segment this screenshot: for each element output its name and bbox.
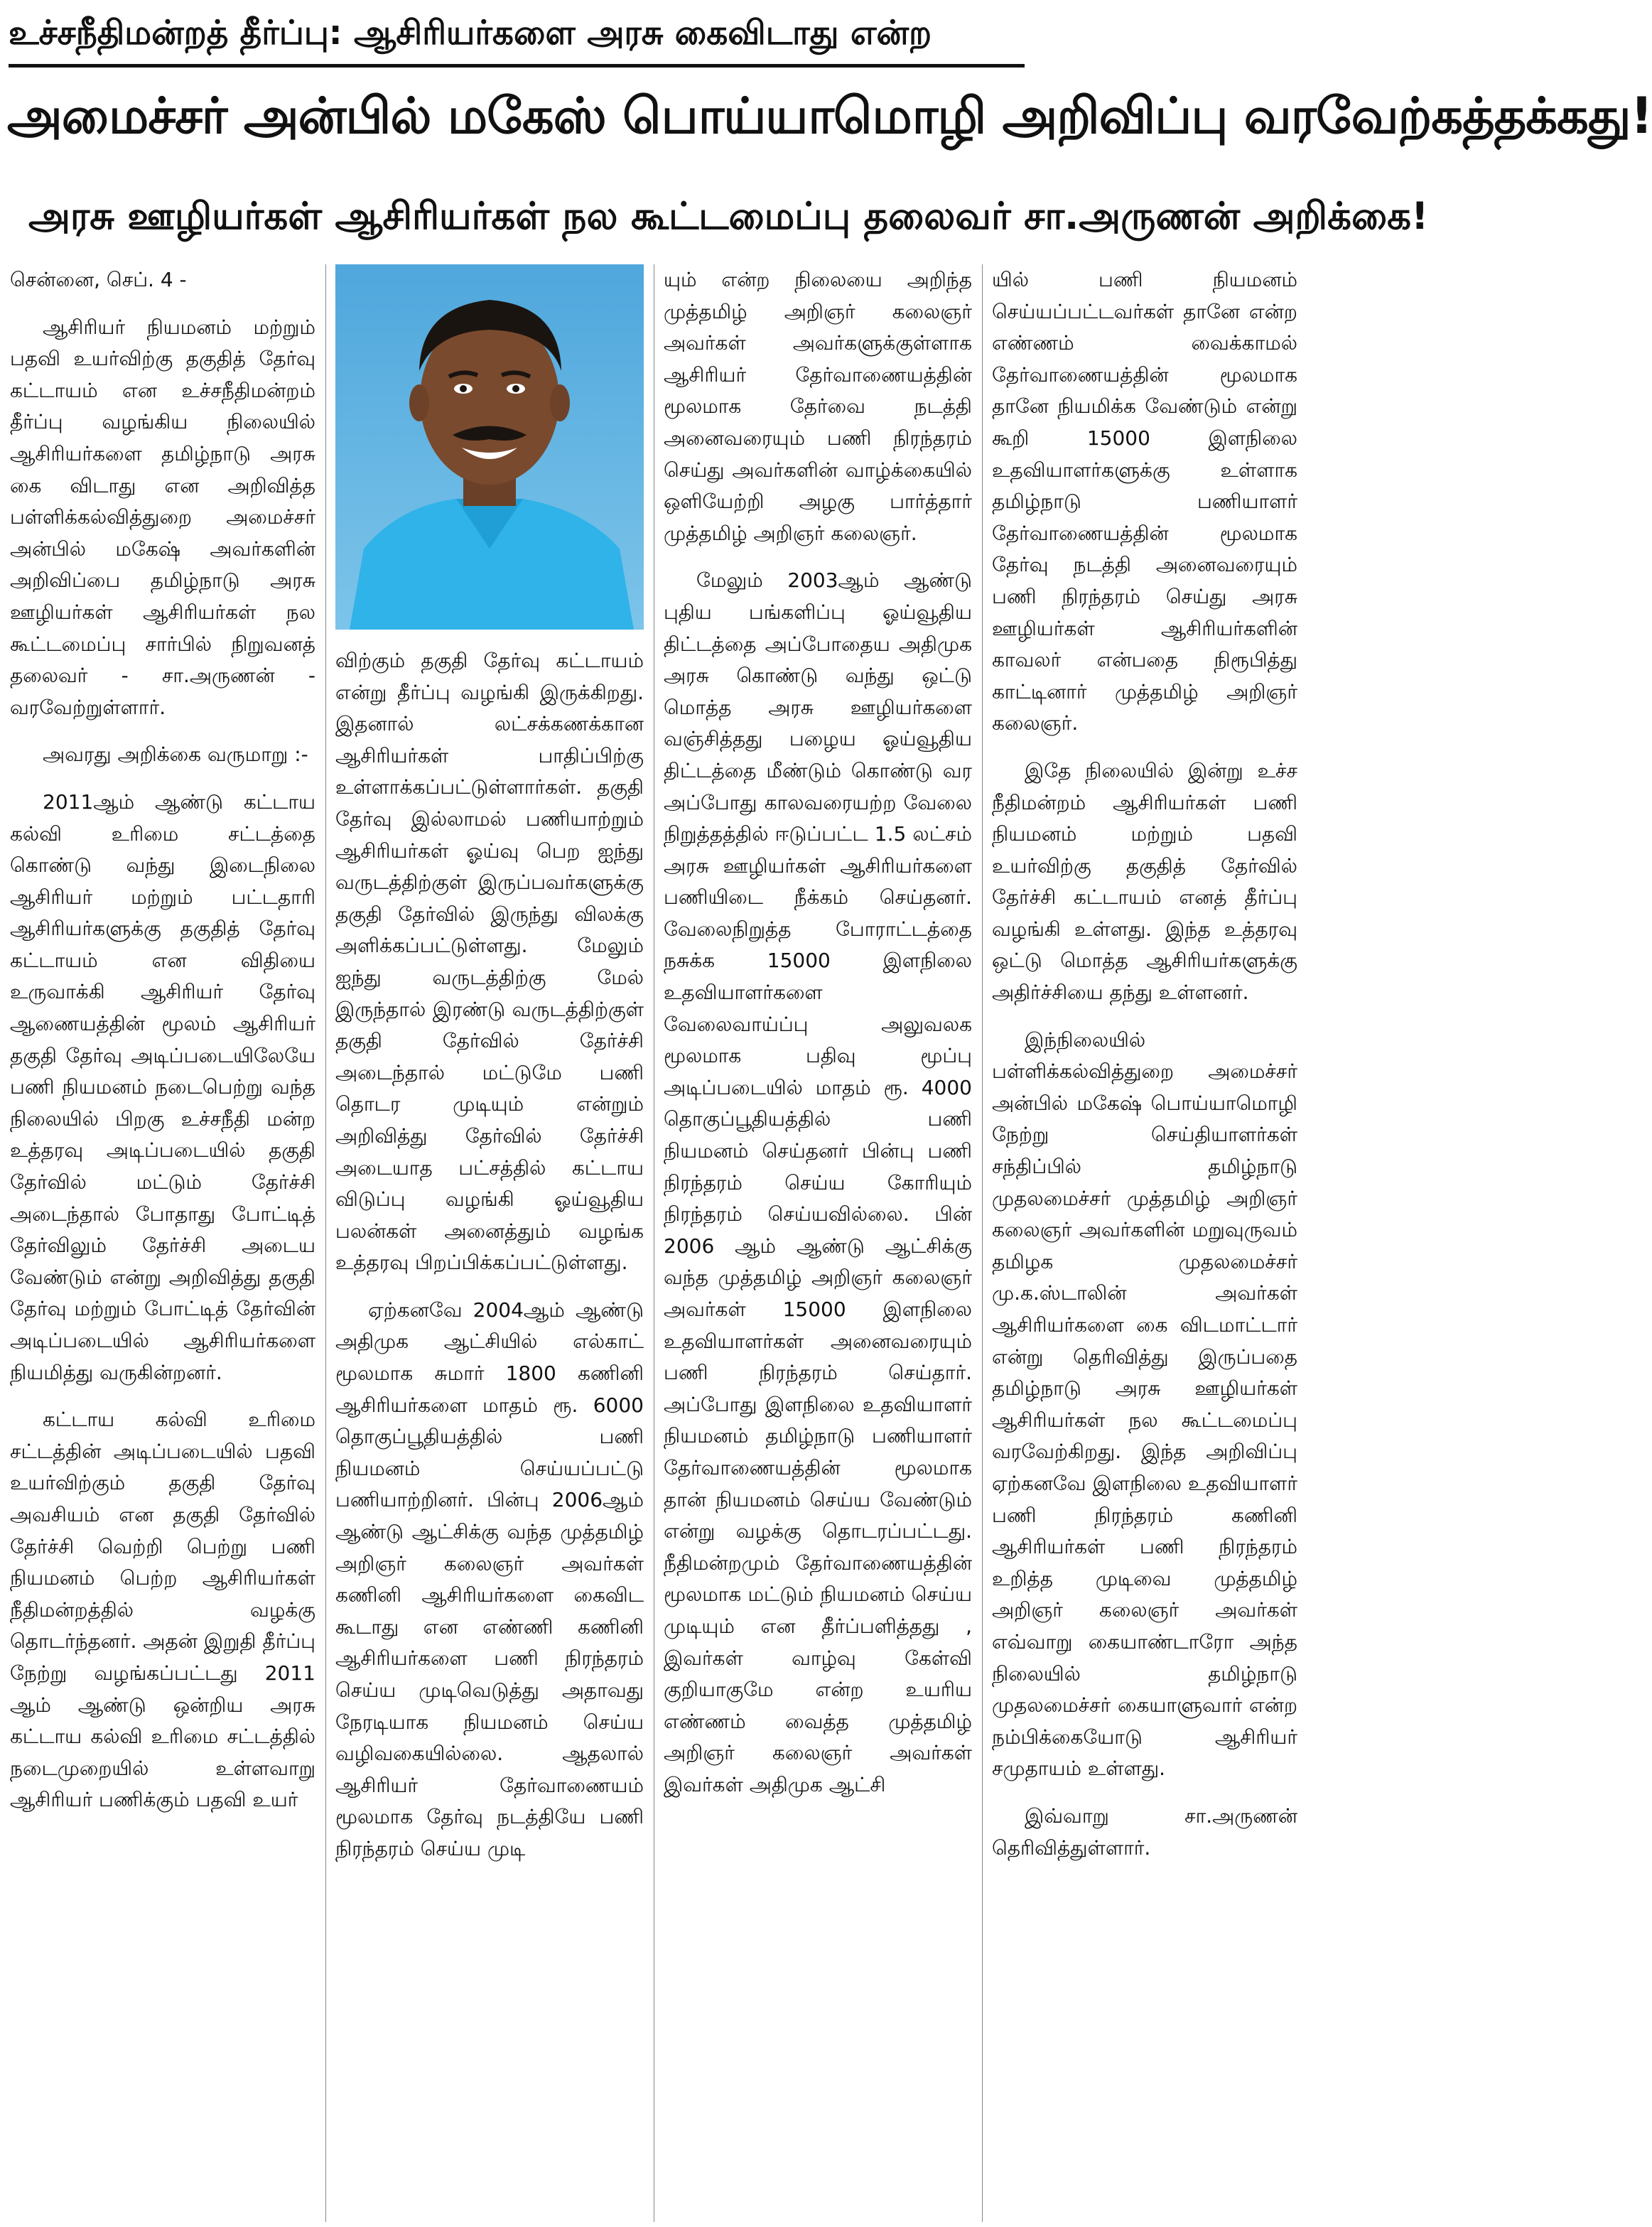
paragraph: யும் என்ற நிலையை அறிந்த முத்தமிழ் அறிஞர் கலைஞர் அவர்கள் அவர்களுக்குள்ளாக ஆசிரியர் தேர்வாணையத்தின் மூலமாக தேர்வை நடத்தி அனைவரையும் பணி நிரந்தரம் செய்து அவர்களின் வாழ்க்கையில் ஒளியேற்றி அழகு பார்த்தார் முத்தமிழ் அறிஞர் கலைஞர். — [664, 268, 972, 545]
article-column-4 — [992, 264, 1297, 2223]
paragraph: விற்கும் தகுதி தேர்வு கட்டாயம் என்று தீர்ப்பு வழங்கி இருக்கிறது. இதனால் லட்சக்கணக்கான ஆசிரியர்கள் பாதிப்பிற்கு உள்ளாக்கப்பட்டுள்ளார்கள். தகுதி தேர்வு இல்லாமல் பணியாற்றும் ஆசிரியர்கள் ஓய்வு பெற ஐந்து வருடத்திற்குள் இருப்பவர்களுக்கு தகுதி தேர்வில் இருந்து விலக்கு அளிக்கப்பட்டுள்ளது. மேலும் ஐந்து வருடத்திற்கு மேல் இருந்தால் இரண்டு வருடத்திற்குள் தகுதி தேர்வில் தேர்ச்சி அடைந்தால் மட்டுமே பணி தொடர முடியும் என்றும் அறிவித்து தேர்வில் தேர்ச்சி அடையாத பட்சத்தில் கட்டாய விடுப்பு வழங்கி ஓய்வூதிய பலன்கள் அனைத்தும் வழங்க உத்தரவு பிறப்பிக்கப்பட்டுள்ளது. — [335, 649, 644, 1275]
column-divider — [325, 264, 326, 2222]
article-column-2 — [335, 645, 644, 2223]
article-kicker: உச்சநீதிமன்றத் தீர்ப்பு: ஆசிரியர்களை அரசு கைவிடாது என்ற — [9, 3, 1025, 68]
portrait-image — [335, 264, 644, 630]
paragraph: யில் பணி நியமனம் செய்யப்பட்டவர்கள் தானே என்ற எண்ணம் வைக்காமல் தேர்வாணையத்தின் மூலமாக தானே நியமிக்க வேண்டும் என்று கூறி 15000 இளநிலை உதவியாளர்களுக்கு உள்ளாக தமிழ்நாடு பணியாளர் தேர்வாணையத்தின் மூலமாக தேர்வு நடத்தி அனைவரையும் பணி நிரந்தரம் செய்து அரசு ஊழியர்கள் ஆசிரியர்களின் காவலர் என்பதை நிரூபித்து காட்டினார் முத்தமிழ் அறிஞர் கலைஞர். — [992, 268, 1297, 735]
paragraph: ஏற்கனவே 2004ஆம் ஆண்டு அதிமுக ஆட்சியில் எல்காட் மூலமாக சுமார் 1800 கணினி ஆசிரியர்களை மாதம் ரூ. 6000 தொகுப்பூதியத்தில் பணி நியமனம் செய்யப்பட்டு பணியாற்றினர். பின்பு 2006ஆம் ஆண்டு ஆட்சிக்கு வந்த முத்தமிழ் அறிஞர் கலைஞர் அவர்கள் கணினி ஆசிரியர்களை கைவிட கூடாது என எண்ணி கணினி ஆசிரியர்களை பணி நிரந்தரம் செய்ய முடிவெடுத்து அதாவது நேரடியாக நியமனம் செய்ய வழிவகையில்லை. ஆதலால் ஆசிரியர் தேர்வாணையம் மூலமாக தேர்வு நடத்தியே பணி நிரந்தரம் செய்ய முடி — [335, 1298, 644, 1860]
article-column-3 — [664, 264, 972, 2223]
paragraph: ஆசிரியர் நியமனம் மற்றும் பதவி உயர்விற்கு தகுதித் தேர்வு கட்டாயம் என உச்சநீதிமன்றம் தீர்ப்பு வழங்கிய நிலையில் ஆசிரியர்களை தமிழ்நாடு அரசு கை விடாது என அறிவித்த பள்ளிக்கல்வித்துறை அமைச்சர் அன்பில் மகேஷ் அவர்களின் அறிவிப்பை தமிழ்நாடு அரசு ஊழியர்கள் ஆசிரியர்கள் நல கூட்டமைப்பு சார்பில் நிறுவனத் தலைவர் - சா.அருணன் - வரவேற்றுள்ளார். — [10, 315, 315, 719]
paragraph: இந்நிலையில் பள்ளிக்கல்வித்துறை அமைச்சர் அன்பில் மகேஷ் பொய்யாமொழி நேற்று செய்தியாளர்கள் சந்திப்பில் தமிழ்நாடு முதலமைச்சர் முத்தமிழ் அறிஞர் கலைஞர் அவர்களின் மறுவுருவம் தமிழக முதலமைச்சர் மு.க.ஸ்டாலின் அவர்கள் ஆசிரியர்களை கை விடமாட்டார் என்று தெரிவித்து இருப்பதை தமிழ்நாடு அரசு ஊழியர்கள் ஆசிரியர்கள் நல கூட்டமைப்பு வரவேற்கிறது. இந்த அறிவிப்பு ஏற்கனவே இளநிலை உதவியாளர் பணி நிரந்தரம் கணினி ஆசிரியர்கள் பணி நிரந்தரம் உறித்த முடிவை முத்தமிழ் அறிஞர் கலைஞர் அவர்கள் எவ்வாறு கையாண்டாரோ அந்த நிலையில் தமிழ்நாடு முதலமைச்சர் கையாளுவார் என்ற நம்பிக்கையோடு ஆசிரியர் சமுதாயம் உள்ளது. — [992, 1028, 1297, 1781]
paragraph: 2011ஆம் ஆண்டு கட்டாய கல்வி உரிமை சட்டத்தை கொண்டு வந்து இடைநிலை ஆசிரியர் மற்றும் பட்டதாரி ஆசிரியர்களுக்கு தகுதித் தேர்வு கட்டாயம் என விதியை உருவாக்கி ஆசிரியர் தேர்வு ஆணையத்தின் மூலம் ஆசிரியர் தகுதி தேர்வு அடிப்படையிலேயே பணி நியமனம் நடைபெற்று வந்த நிலையில் பிறகு உச்சநீதி மன்ற உத்தரவு அடிப்படையில் தகுதி தேர்வில் மட்டும் தேர்ச்சி அடைந்தால் போதாது போட்டித் தேர்விலும் தேர்ச்சி அடைய வேண்டும் என்று அறிவித்து தகுதி தேர்வு மற்றும் போட்டித் தேர்வின் அடிப்படையில் ஆசிரியர்களை நியமித்து வருகின்றனர். — [10, 789, 315, 1384]
paragraph: இவ்வாறு சா.அருணன் தெரிவித்துள்ளார். — [992, 1803, 1297, 1860]
paragraph: அவரது அறிக்கை வருமாறு :- — [43, 743, 308, 767]
article-dateline: சென்னை, செப். 4 - — [10, 268, 187, 291]
paragraph: இதே நிலையில் இன்று உச்ச நீதிமன்றம் ஆசிரியர்கள் பணி நியமனம் மற்றும் பதவி உயர்விற்கு தகுதித் தேர்வில் தேர்ச்சி கட்டாயம் எனத் தீர்ப்பு வழங்கி உள்ளது. இந்த உத்தரவு ஒட்டு மொத்த ஆசிரியர்களுக்கு அதிர்ச்சியை தந்து உள்ளனர். — [992, 758, 1297, 1005]
article-headline: அமைச்சர் அன்பில் மகேஸ் பொய்யாமொழி அறிவிப்பு வரவேற்கத்தக்கது! — [7, 87, 1652, 145]
paragraph: மேலும் 2003ஆம் ஆண்டு புதிய பங்களிப்பு ஓய்வூதிய திட்டத்தை அப்போதைய அதிமுக அரசு கொண்டு வந்து ஒட்டு மொத்த அரசு ஊழியர்களை வஞ்சித்தது பழைய ஓய்வூதிய திட்டத்தை மீண்டும் கொண்டு வர அப்போது காலவரையற்ற வேலை நிறுத்தத்தில் ஈடுப்பட்ட 1.5 லட்சம் அரசு ஊழியர்கள் ஆசிரியர்களை பணியிடை நீக்கம் செய்தனர். வேலைநிறுத்த போராட்டத்தை நசுக்க 15000 இளநிலை உதவியாளர்களை வேலைவாய்ப்பு அலுவலக மூலமாக பதிவு மூப்பு அடிப்படையில் மாதம் ரூ. 4000 தொகுப்பூதியத்தில் பணி நியமனம் செய்தனர் பின்பு பணி நிரந்தரம் செய்ய கோரியும் நிரந்தரம் செய்யவில்லை. பின் 2006 ஆம் ஆண்டு ஆட்சிக்கு வந்த முத்தமிழ் அறிஞர் கலைஞர் அவர்கள் 15000 இளநிலை உதவியாளர்கள் அனைவரையும் பணி நிரந்தரம் செய்தார். அப்போது இளநிலை உதவியாளர் நியமனம் தமிழ்நாடு பணியாளர் தேர்வாணையத்தின் மூலமாக தான் நியமனம் செய்ய வேண்டும் என்று வழக்கு தொடரப்பட்டது. நீதிமன்றமும் தேர்வாணையத்தின் மூலமாக மட்டும் நியமனம் செய்ய முடியும் என தீர்ப்பளித்தது , இவர்கள் வாழ்வு கேள்வி குறியாகுமே என்ற உயரிய எண்ணம் வைத்த முத்தமிழ் அறிஞர் கலைஞர் அவர்கள் இவர்கள் அதிமுக ஆட்சி — [664, 568, 972, 1796]
article-subhead: அரசு ஊழியர்கள் ஆசிரியர்கள் நல கூட்டமைப்பு தலைவர் சா.அருணன் அறிக்கை! — [28, 195, 1429, 238]
author-photo — [335, 264, 644, 630]
article-column-1 — [10, 264, 315, 2223]
column-divider — [982, 264, 983, 2222]
paragraph: கட்டாய கல்வி உரிமை சட்டத்தின் அடிப்படையில் பதவி உயர்விற்கும் தகுதி தேர்வு அவசியம் என தகுதி தேர்வில் தேர்ச்சி வெற்றி பெற்று பணி நியமனம் பெற்ற ஆசிரியர்கள் நீதிமன்றத்தில் வழக்கு தொடர்ந்தனர். அதன் இறுதி தீர்ப்பு நேற்று வழங்கப்பட்டது 2011 ஆம் ஆண்டு ஒன்றிய அரசு கட்டாய கல்வி உரிமை சட்டத்தில் நடைமுறையில் உள்ளவாறு ஆசிரியர் பணிக்கும் பதவி உயர் — [10, 1408, 315, 1812]
